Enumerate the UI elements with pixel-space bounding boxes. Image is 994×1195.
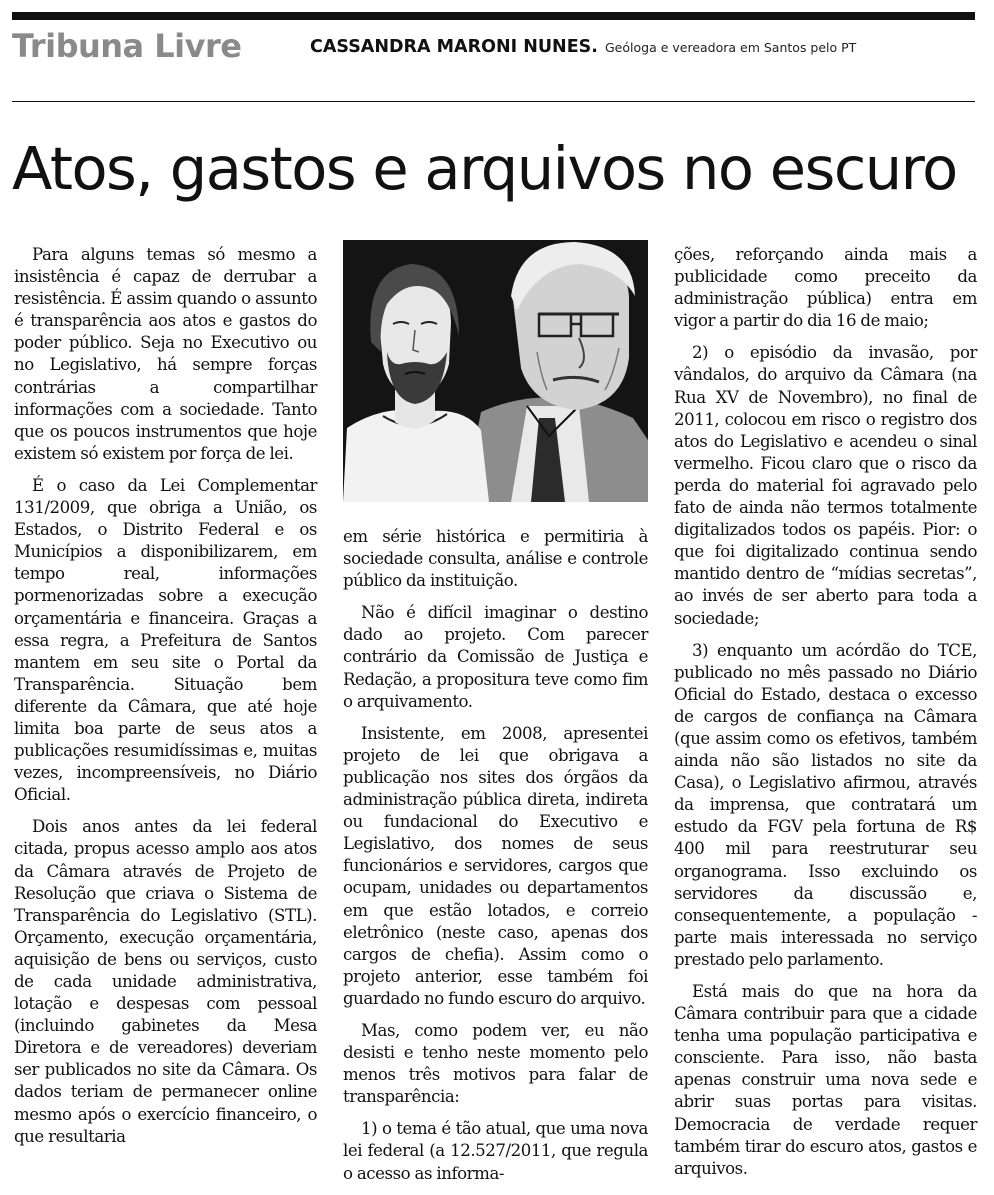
author-name: CASSANDRA MARONI NUNES. [310,37,598,57]
paragraph: Dois anos antes da lei federal citada, propus acesso amplo aos atos da Câmara através de Projeto de Resolução que criava o Sistema de Transparência do Legislativo (STL). Orçamento, execução orçamentária, aquisição de bens ou serviços, custo de cada unidade administrativa, lotação e despesas com pessoal (incluindo gabinetes da Mesa Diretora e de vereadores) deveriam ser publicados no site da Câmara. Os dados teriam de permanecer online mesmo após o exercício financeiro, o que resultaria [14,817,317,1146]
paragraph: Está mais do que na hora da Câmara contribuir para que a cidade tenha uma população participativa e consciente. Para isso, não basta apenas construir uma nova sede e abrir suas portas para visitas. Democracia de verdade requer também tirar do escuro atos, gastos e arquivos. [674,982,977,1178]
paragraph: em série histórica e permitiria à sociedade consulta, análise e controle público da instituição. [343,527,648,591]
illustration [343,240,648,502]
paragraph: 2) o episódio da invasão, por vândalos, do arquivo da Câmara (na Rua XV de Novembro), no final de 2011, colocou em risco o registro dos atos do Legislativo e acendeu o sinal vermelho. Ficou claro que o risco da perda do material foi agravado pelo fato de ainda não termos totalmente digitalizados todos os papéis. Pior: o que foi digitalizado continua sendo mantido dentro de “mídias secretas”, ao invés de ser aberto para toda a sociedade; [674,343,977,628]
paragraph: É o caso da Lei Complementar 131/2009, que obriga a União, os Estados, o Distrito Federal e os Municípios a disponibilizarem, em tempo real, informações pormenorizadas sobre a execução orçamentária e financeira. Graças a essa regra, a Prefeitura de Santos mantem em seu site o Portal da Transparência. Situação bem diferente da Câmara, que até hoje limita boa parte de seus atos a publicações resumidíssimas e, muitas vezes, incompreensíveis, no Diário Oficial. [14,475,317,805]
paragraph: Mas, como podem ver, eu não desisti e tenho neste momento pelo menos três motivos para falar de transparência: [343,1020,648,1107]
paragraph: Não é difícil imaginar o destino dado ao projeto. Com parecer contrário da Comissão de Justiça e Redação, a propositura teve como fim o arquivamento. [343,603,648,711]
header-divider [12,101,975,102]
paragraph: 3) enquanto um acórdão do TCE, publicado no mês passado no Diário Oficial do Estado, destaca o excesso de cargos de confiança na Câmara (que assim como os efetivos, também ainda não são listados no site da Casa), o Legislativo afirmou, através da imprensa, que contratará um estudo da FGV pela fortuna de R$ 400 mil para reestruturar seu organograma. Isso excluindo os servidores da discussão e, consequentemente, a população - parte mais interessada no serviço prestado pelo parlamento. [674,640,977,969]
cartoon-two-men-image [343,240,648,502]
author-description: Geóloga e vereadora em Santos pelo PT [605,40,857,55]
article-column-2 [343,526,648,1195]
article-column-1 [14,244,317,1158]
headline: Atos, gastos e arquivos no escuro [12,134,957,203]
paragraph: Para alguns temas só mesmo a insistência é capaz de derrubar a resistência. É assim quando o assunto é transparência aos atos e gastos do poder público. Seja no Executivo ou no Legislativo, há sempre forças contrárias a compartilhar informações com a sociedade. Tanto que os poucos instrumentos que hoje existem só existem por força de lei. [14,245,317,463]
article-column-3 [674,244,977,1190]
byline [310,34,856,61]
paragraph: Insistente, em 2008, apresentei projeto de lei que obrigava a publicação nos sites dos órgãos da administração pública direta, indireta ou fundacional do Executivo e Legislativo, dos nomes de seus funcionários e servidores, cargos que ocupam, unidades ou departamentos em que estão lotados, e correio eletrônico (neste caso, apenas dos cargos de chefia). Assim como o projeto anterior, esse também foi guardado no fundo escuro do arquivo. [343,723,648,1008]
masthead [12,26,975,66]
paragraph: 1) o tema é tão atual, que uma nova lei federal (a 12.527/2011, que regula o acesso as informa- [343,1119,648,1183]
paragraph: ções, reforçando ainda mais a publicidade como preceito da administração pública) entra em vigor a partir do dia 16 de maio; [674,245,977,331]
section-name: Tribuna Livre [12,27,242,65]
top-rule [12,12,975,20]
